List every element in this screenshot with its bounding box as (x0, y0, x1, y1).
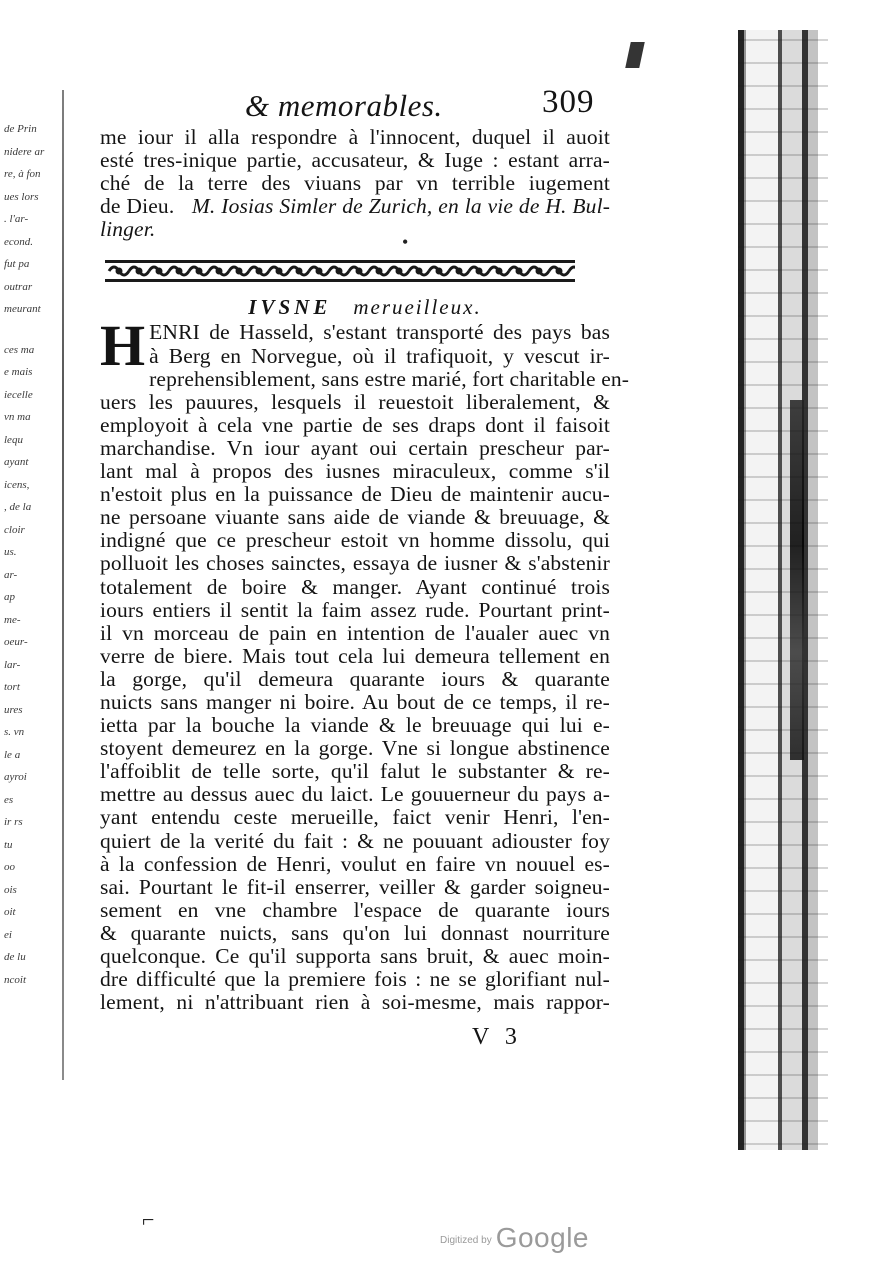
margin-fragment: econd. (4, 235, 34, 248)
gutter-rule (62, 90, 64, 1080)
margin-fragment: us. (4, 546, 17, 558)
text-line: & quarante nuicts, sans qu'on lui donnast nourriture (100, 920, 610, 945)
margin-fragment: icens, (4, 478, 30, 491)
margin-fragment: nidere ar (4, 145, 45, 158)
margin-fragment: , de la (4, 501, 32, 513)
section-title-word: merueilleux. (353, 295, 482, 320)
signature-mark (100, 1018, 610, 1058)
text-line: sai. Pourtant le fit-il enserrer, veiller & garder soigneu- (100, 874, 610, 899)
margin-fragment: ayant (4, 456, 29, 468)
text-line: ENRI de Hasseld, s'estant transporté des pays bas (149, 320, 610, 345)
margin-fragment (4, 321, 50, 339)
text-line: stoyent demeurez en la gorge. Vne si longue abstinence (100, 736, 610, 761)
margin-fragment: iecelle (4, 388, 33, 401)
running-head (100, 80, 610, 126)
text-fragment: de Dieu. (100, 194, 175, 219)
main-paragraph (100, 313, 630, 1015)
margin-fragment: ues lors (4, 190, 39, 203)
margin-fragment: oo (4, 861, 15, 873)
text-line: nuicts sans manger ni boire. Au bout de ce temps, il re- (100, 689, 610, 714)
margin-fragment: oit (4, 906, 16, 918)
margin-fragment: tu (4, 838, 13, 851)
margin-fragment: s. vn (4, 726, 25, 738)
text-line: reprehensiblement, sans estre marié, fort charitable en- (149, 366, 630, 391)
margin-fragment: le a (4, 748, 21, 761)
drop-capital: H (100, 313, 146, 379)
scanned-page-edge (738, 30, 828, 1150)
stray-mark: ⌐ (142, 1207, 155, 1232)
margin-fragment: ures (4, 703, 23, 716)
margin-fragment: ces ma (4, 343, 35, 356)
page-number: 309 (542, 84, 595, 120)
text-line: ché de la terre des viuans par vn terrible iugement (100, 171, 610, 196)
text-line: l'affoiblit de telle sorte, qu'il falut le substanter & re- (100, 759, 610, 784)
text-line: verre de biere. Mais tout cela lui demeura tellement en (100, 643, 610, 668)
running-title: & memorables. (245, 88, 443, 123)
text-line: il vn morceau de pain en intention de l'aualer auec vn (100, 620, 610, 645)
citation-continuation: linger. (100, 217, 156, 242)
margin-fragment: vn ma (4, 411, 31, 423)
text-line: totalement de boire & manger. Ayant continué trois (100, 574, 610, 599)
text-line: mettre au dessus auec du laict. Le gouuerneur du pays a- (100, 782, 610, 807)
text-line: quiert de la verité du fait : & ne pouuant adiouster foy (100, 828, 610, 853)
signature-text: V 3 (472, 1024, 522, 1051)
margin-fragment: es (4, 793, 14, 806)
text-line: la gorge, qu'il demeura quarante iours & quarante (100, 666, 610, 691)
margin-fragment: outrar (4, 280, 33, 293)
page-edge-shadow (790, 400, 804, 760)
text-line: marchandise. Vn iour ayant oui certain prescheur par- (100, 435, 610, 460)
margin-fragment: oeur- (4, 636, 28, 648)
text-line: à Berg en Norvegue, où il trafiquoit, y vescut ir- (149, 343, 610, 368)
margin-fragment: de Prin (4, 123, 37, 135)
margin-fragment: lar- (4, 658, 21, 671)
text-line: esté tres-inique partie, accusateur, & Iuge : estant arra- (100, 148, 610, 173)
text-line: indigné que ce prescheur estoit vn homme dissolu, qui (100, 528, 610, 553)
text-line: dre difficulté que la premiere fois : ne se glorifiant nul- (100, 967, 610, 992)
margin-fragment: ois (4, 883, 17, 896)
stray-mark: • (402, 232, 409, 252)
margin-fragment: ei (4, 928, 12, 941)
ink-blot (625, 42, 645, 68)
margin-fragment: ap (4, 591, 15, 603)
text-line: quelconque. Ce qu'il supporta sans bruit, & auec moin- (100, 944, 610, 968)
body-lines (100, 366, 630, 1015)
margin-fragment: tort (4, 681, 20, 693)
text-line: lant mal à propos des iusnes miraculeux, comme s'il (100, 459, 610, 484)
digitization-watermark (440, 1222, 589, 1254)
facing-page-margin-text (4, 118, 50, 991)
text-line: iours entiers il sentit la faim assez rude. Pourtant print- (100, 597, 610, 622)
text-line: ietta par la bouche la viande & le breuuage qui lui e- (100, 713, 610, 738)
margin-fragment: lequ (4, 433, 23, 446)
text-line: polluoit les choses sainctes, essaya de iusner & s'abstenir (100, 551, 610, 576)
ornamental-band (105, 257, 575, 285)
page-body (100, 80, 630, 1058)
margin-fragment: de lu (4, 951, 26, 963)
text-line: à la confession de Henri, voulut en faire vn nouuel es- (100, 851, 610, 876)
margin-fragment: . l'ar- (4, 213, 29, 225)
margin-fragment: ar- (4, 568, 18, 581)
margin-fragment: ayroi (4, 771, 27, 783)
margin-fragment: cloir (4, 523, 25, 536)
section-title-word: IVSNE (248, 295, 332, 320)
section-title (120, 293, 610, 321)
text-line: uers les pauures, lesquels il reuestoit liberalement, & (100, 389, 610, 414)
text-line: sement en vne chambre l'espace de quarante iours (100, 897, 610, 922)
text-line-with-citation (100, 195, 610, 218)
margin-fragment: ir rs (4, 816, 23, 828)
watermark-small-text: Digitized by (440, 1235, 492, 1246)
margin-fragment: me- (4, 613, 21, 626)
text-line: me iour il alla respondre à l'innocent, duquel il auoit (100, 125, 610, 149)
opening-paragraph (100, 126, 610, 241)
text-line: yant entendu ceste merueille, faict venir Henri, l'en- (100, 805, 610, 830)
margin-fragment: e mais (4, 366, 33, 378)
text-line: lement, ni n'attribuant rien à soi-mesme, mais rappor- (100, 990, 610, 1015)
margin-fragment: re, à fon (4, 168, 41, 180)
watermark-logo-text: Google (495, 1222, 589, 1253)
margin-fragment: ncoit (4, 973, 26, 986)
text-line: employoit à cela vne partie de ses draps dont il faisoit (100, 412, 610, 437)
margin-fragment: fut pa (4, 258, 30, 270)
margin-fragment: meurant (4, 303, 41, 315)
text-line: n'estoit plus en la puissance de Dieu de maintenir aucu- (100, 482, 610, 507)
citation: M. Iosias Simler de Zurich, en la vie de H. Bul- (191, 194, 611, 219)
dropcap-block (100, 313, 610, 379)
text-line: ne persoane viuante sans aide de viande & breuuage, & (100, 505, 610, 530)
